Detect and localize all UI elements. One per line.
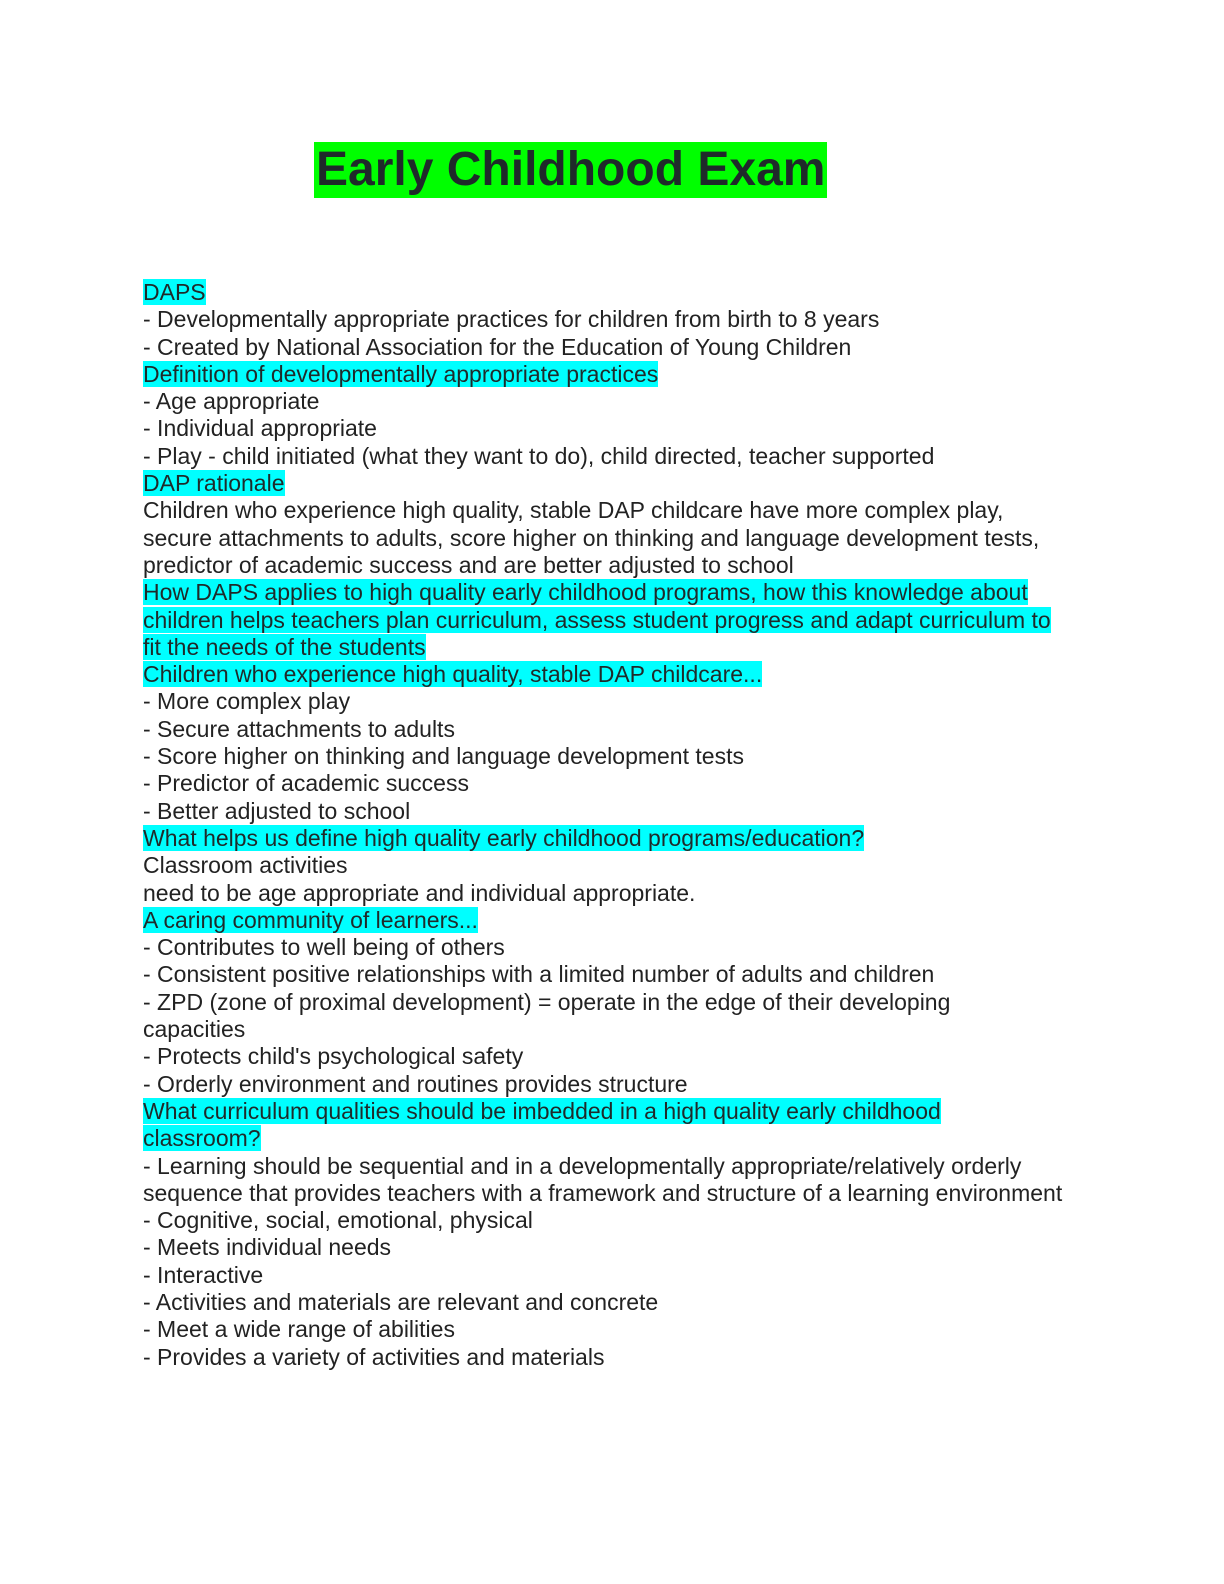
section-heading: What helps us define high quality early childhood programs/education? [143, 824, 865, 851]
section-rationale [143, 470, 1073, 579]
list-item: - Created by National Association for the Education of Young Children [143, 333, 852, 360]
section-heading: How DAPS applies to high quality early childhood programs, how this knowledge about children helps teachers plan curriculum, assess student progress and adapt curriculum to fit the needs of the students [143, 579, 1051, 660]
section-heading: What curriculum qualities should be imbedded in a high quality early childhood classroom? [143, 1097, 941, 1152]
list-item: - Secure attachments to adults [143, 715, 455, 742]
list-item: - Play - child initiated (what they want to do), child directed, teacher supported [143, 442, 935, 469]
section-curriculum-qualities [143, 1098, 1073, 1371]
list-item: - Cognitive, social, emotional, physical [143, 1207, 533, 1234]
list-item: - Individual appropriate [143, 415, 377, 442]
section-what-helps-define [143, 825, 1073, 907]
section-how-daps-applies [143, 579, 1073, 661]
section-heading: Definition of developmentally appropriate practices [143, 360, 659, 387]
section-heading: A caring community of learners... [143, 906, 478, 933]
list-item: - Provides a variety of activities and materials [143, 1343, 605, 1370]
section-daps [143, 279, 1073, 361]
list-item: - Meet a wide range of abilities [143, 1316, 455, 1343]
page-title: Early Childhood Exam [316, 143, 826, 196]
list-item: - Score higher on thinking and language development tests [143, 743, 744, 770]
list-item: - Contributes to well being of others [143, 934, 505, 961]
section-definition [143, 361, 1073, 470]
list-item: - Activities and materials are relevant and concrete [143, 1288, 659, 1315]
list-item: - Orderly environment and routines provides structure [143, 1070, 688, 1097]
section-caring-community [143, 907, 1073, 1098]
list-item: - More complex play [143, 688, 351, 715]
list-item: - Interactive [143, 1261, 264, 1288]
list-item: Classroom activities [143, 852, 348, 879]
list-item: need to be age appropriate and individual appropriate. [143, 879, 696, 906]
section-heading: Children who experience high quality, stable DAP childcare... [143, 661, 763, 688]
paragraph: Children who experience high quality, stable DAP childcare have more complex play, secure attachments to adults, score higher on thinking and language development tests, predictor of academic success and are better adjusted to school [143, 497, 1040, 578]
list-item: - ZPD (zone of proximal development) = operate in the edge of their developing capacities [143, 988, 951, 1043]
section-heading: DAPS [143, 279, 206, 305]
list-item: - Learning should be sequential and in a developmentally appropriate/relatively orderly sequence that provides teachers with a framework and structure of a learning environment [143, 1152, 1063, 1206]
section-heading: DAP rationale [143, 470, 285, 497]
list-item: - Age appropriate [143, 388, 320, 415]
list-item: - Predictor of academic success [143, 770, 469, 797]
section-children-who-experience [143, 661, 1073, 825]
title-container [314, 142, 827, 198]
list-item: - Protects child's psychological safety [143, 1043, 524, 1070]
list-item: - Meets individual needs [143, 1234, 392, 1261]
list-item: - Consistent positive relationships with a limited number of adults and children [143, 961, 935, 988]
list-item: - Better adjusted to school [143, 797, 411, 824]
document-body [143, 279, 1073, 1371]
list-item: - Developmentally appropriate practices for children from birth to 8 years [143, 306, 880, 333]
